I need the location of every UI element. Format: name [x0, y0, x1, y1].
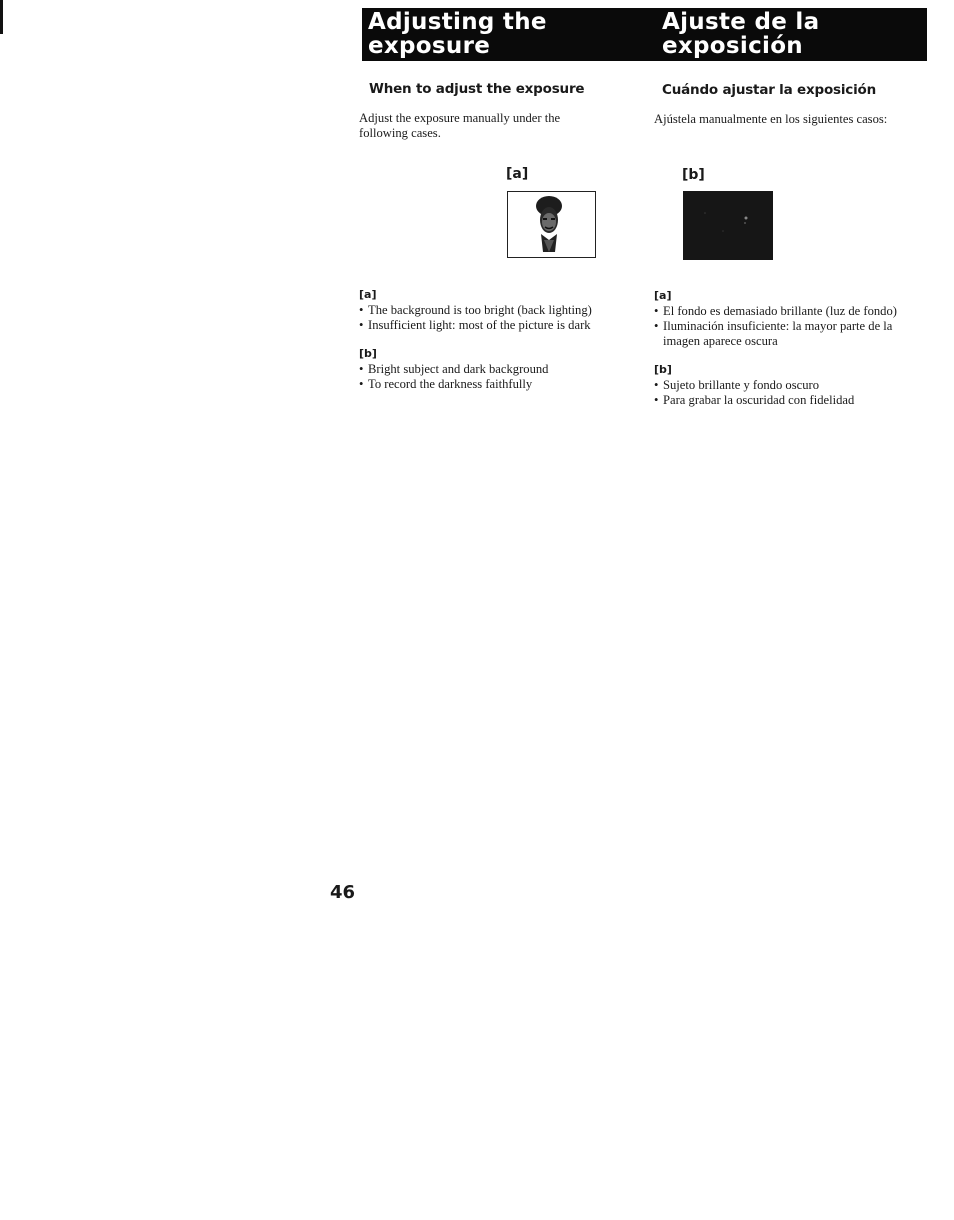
list-item: • Insufficient light: most of the picture is dark	[359, 318, 619, 333]
dark-scene-illustration	[683, 191, 773, 260]
intro-english: Adjust the exposure manually under the following cases.	[359, 111, 561, 140]
page-edge-mark	[0, 0, 3, 34]
list-item: • Para grabar la oscuridad con fidelidad	[654, 393, 926, 408]
portrait-illustration	[508, 192, 595, 257]
figure-b-label: [b]	[682, 167, 705, 183]
english-b-label: [b]	[359, 347, 377, 360]
spanish-a-list	[654, 304, 926, 349]
spanish-b-list	[654, 378, 926, 408]
list-item: • El fondo es demasiado brillante (luz de fondo)	[654, 304, 926, 319]
english-b-list	[359, 362, 619, 392]
list-item: • The background is too bright (back lighting)	[359, 303, 619, 318]
title-spanish: Ajuste de la exposición	[662, 9, 820, 59]
figure-a-image	[507, 191, 596, 258]
english-a-label: [a]	[359, 288, 377, 301]
page-number: 46	[330, 882, 356, 903]
list-item: • To record the darkness faithfully	[359, 377, 619, 392]
list-item: • Sujeto brillante y fondo oscuro	[654, 378, 926, 393]
section-header-banner	[362, 8, 927, 61]
title-english: Adjusting the exposure	[368, 9, 547, 59]
subheading-english: When to adjust the exposure	[369, 81, 585, 97]
english-a-list	[359, 303, 619, 333]
figure-a-label: [a]	[506, 166, 529, 182]
figure-b-image	[683, 191, 773, 260]
spanish-b-label: [b]	[654, 363, 672, 376]
list-item: • Iluminación insuficiente: la mayor parte de la imagen aparece oscura	[654, 319, 926, 349]
list-item: • Bright subject and dark background	[359, 362, 619, 377]
intro-spanish: Ajústela manualmente en los siguientes casos:	[654, 112, 888, 126]
subheading-spanish: Cuándo ajustar la exposición	[662, 82, 876, 98]
spanish-a-label: [a]	[654, 289, 672, 302]
